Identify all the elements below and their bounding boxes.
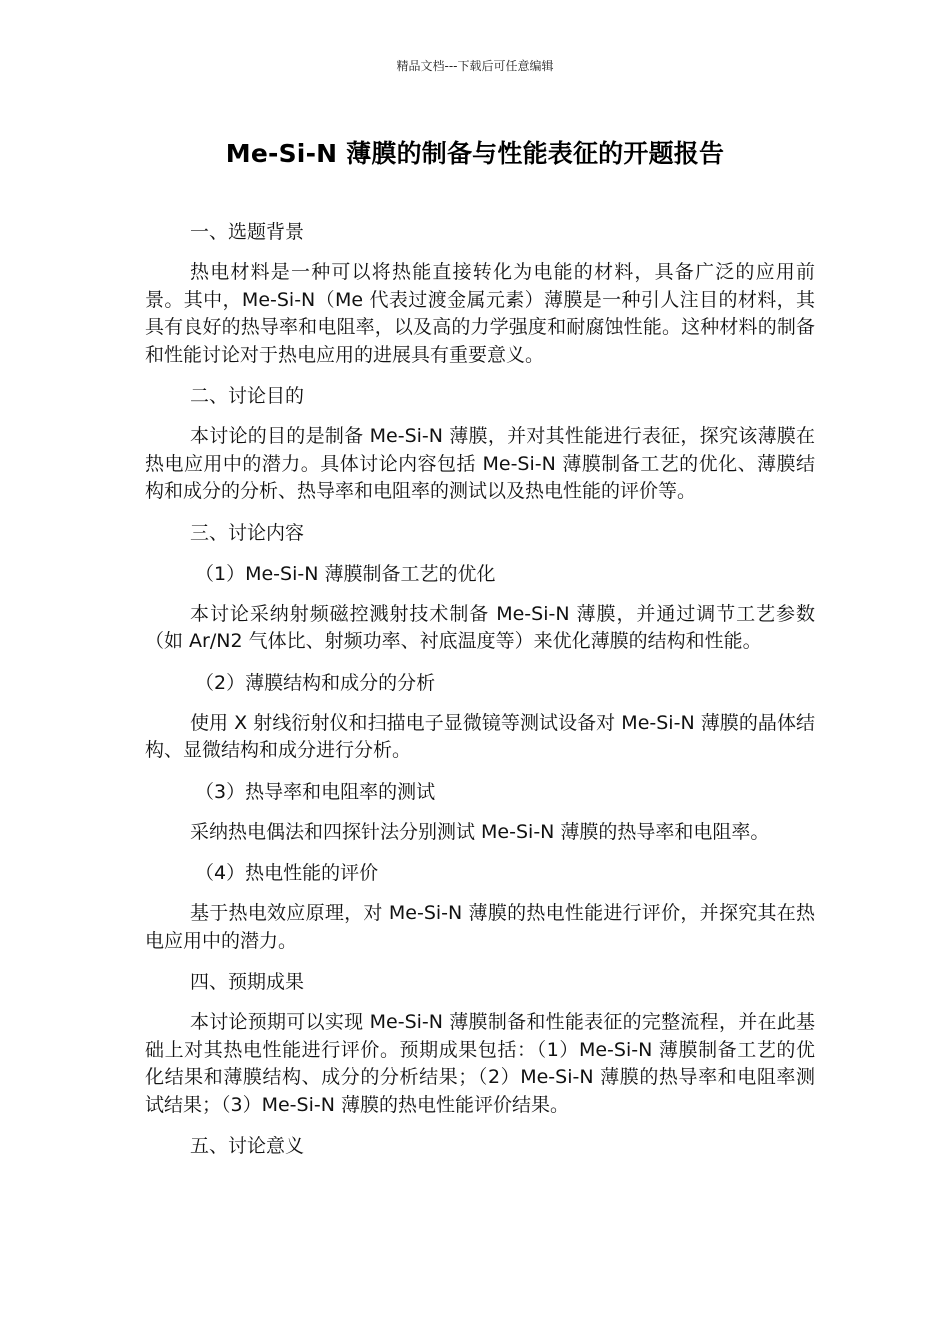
subheading-process: （1）Me-Si-N 薄膜制备工艺的优化 <box>195 562 496 585</box>
section-heading-background: 一、选题背景 <box>190 221 305 243</box>
paragraph-background: 热电材料是一种可以将热能直接转化为电能的材料，具备广泛的应用前景。其中，Me-Si-N（Me 代表过渡金属元素）薄膜是一种引人注目的材料，其具有良好的热导率和电阻率，以及高的力学强度和耐腐蚀性能。这种材料的制备和性能讨论对于热电应用的进展具有重要意义。 <box>145 261 815 366</box>
subheading-structure: （2）薄膜结构和成分的分析 <box>195 671 436 694</box>
paragraph-process: 本讨论采纳射频磁控溅射技术制备 Me-Si-N 薄膜，并通过调节工艺参数（如 Ar/N2 气体比、射频功率、衬底温度等）来优化薄膜的结构和性能。 <box>145 602 815 652</box>
subheading-evaluation: （4）热电性能的评价 <box>195 862 379 884</box>
section-heading-significance: 五、讨论意义 <box>190 1135 305 1157</box>
paragraph-purpose: 本讨论的目的是制备 Me-Si-N 薄膜，并对其性能进行表征，探究该薄膜在热电应用中的潜力。具体讨论内容包括 Me-Si-N 薄膜制备工艺的优化、薄膜结构和成分的分析、热导率和电阻率的测试以及热电性能的评价等。 <box>145 425 815 502</box>
subheading-testing: （3）热导率和电阻率的测试 <box>195 780 436 803</box>
section-heading-content: 三、讨论内容 <box>190 521 305 544</box>
paragraph-evaluation: 基于热电效应原理，对 Me-Si-N 薄膜的热电性能进行评价，并探究其在热电应用中的潜力。 <box>145 902 815 952</box>
paragraph-outcomes: 本讨论预期可以实现 Me-Si-N 薄膜制备和性能表征的完整流程，并在此基础上对其热电性能进行评价。预期成果包括：（1）Me-Si-N 薄膜制备工艺的优化结果和薄膜结构、成分的分析结果；（2）Me-Si-N 薄膜的热导率和电阻率测试结果；（3）Me-Si-N 薄膜的热电性能评价结果。 <box>145 1011 815 1116</box>
paragraph-structure: 使用 X 射线衍射仪和扫描电子显微镜等测试设备对 Me-Si-N 薄膜的晶体结构、显微结构和成分进行分析。 <box>145 711 815 761</box>
document-body <box>145 218 815 1173</box>
paragraph-testing: 采纳热电偶法和四探针法分别测试 Me-Si-N 薄膜的热导率和电阻率。 <box>190 820 770 843</box>
section-heading-outcomes: 四、预期成果 <box>190 971 305 993</box>
header-note: 精品文档---下载后可任意编辑 <box>396 59 554 73</box>
section-heading-purpose: 二、讨论目的 <box>190 385 305 407</box>
document-title: Me-Si-N 薄膜的制备与性能表征的开题报告 <box>225 139 725 168</box>
